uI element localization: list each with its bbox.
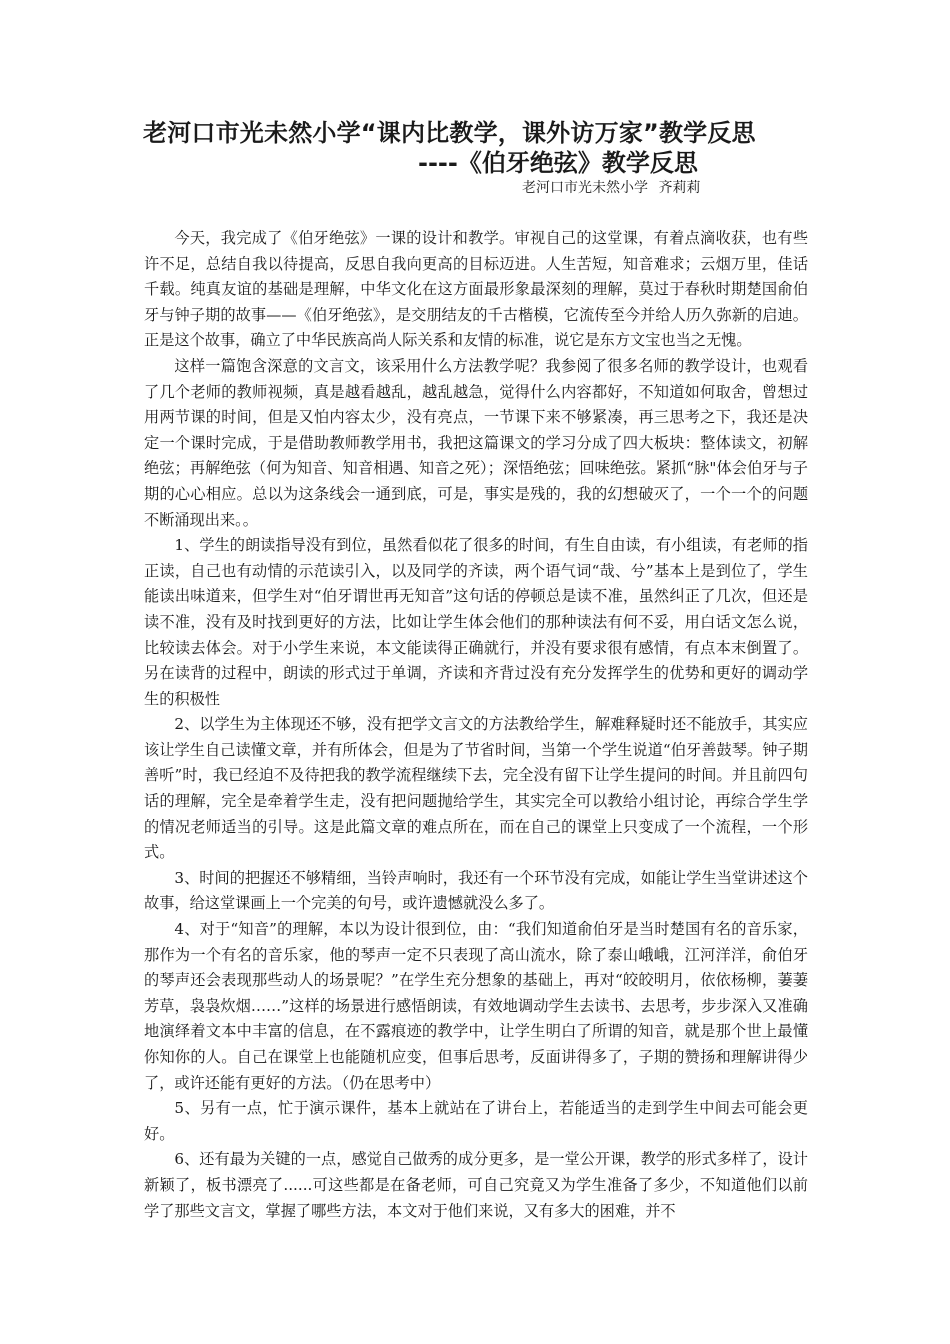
paragraph-method: 这样一篇饱含深意的文言文，该采用什么方法教学呢？我参阅了很多名师的教学设计，也观看了几个老师的教师视频，真是越看越乱，越乱越急，觉得什么内容都好，不知道如何取舍，曾想过用两节课的时间，但是又怕内容太少，没有亮点，一节课下来不够紧凑，再三思考之下，我还是决定一个课时完成，于是借助教师教学用书，我把这篇课文的学习分成了四大板块：整体读文，初解绝弦；再解绝弦（何为知音、知音相遇、知音之死）；深悟绝弦；回味绝弦。紧抓“脉"体会伯牙与子期的心心相应。总以为这条线会一通到底，可是，事实是残的，我的幻想破灭了，一个一个的问题不断涌现出来。。: [144, 356, 808, 529]
paragraph-point-4: 4、对于“知音”的理解，本以为设计很到位，由：“我们知道俞伯牙是当时楚国有名的音乐家，那作为一个有名的音乐家，他的琴声一定不只表现了高山流水，除了泰山峨峨，江河洋洋，俞伯牙的琴声还会表现那些动人的场景呢？”在学生充分想象的基础上，再对“皎皎明月，依依杨柳，萋萋芳草，袅袅炊烟……”这样的场景进行感悟朗读，有效地调动学生去读书、去思考，步步深入又准确地演绎着文本中丰富的信息，在不露痕迹的教学中，让学生明白了所谓的知音，就是那个世上最懂你知你的人。自己在课堂上也能随机应变，但事后思考，反面讲得多了，子期的赞扬和理解讲得少了，或许还能有更好的方法。（仍在思考中）: [144, 920, 808, 1092]
document-subtitle: ----《伯牙绝弦》教学反思: [418, 149, 698, 177]
paragraph-point-3: 3、时间的把握还不够精细，当铃声响时，我还有一个环节没有完成，如能让学生当堂讲述这个故事，给这堂课画上一个完美的句号，或许遗憾就没么多了。: [144, 868, 808, 913]
paragraph-point-2: 2、以学生为主体现还不够，没有把学文言文的方法教给学生，解难释疑时还不能放手，其实应该让学生自己读懂文章，并有所体会，但是为了节省时间，当第一个学生说道“伯牙善鼓琴。钟子期善听”时，我已经迫不及待把我的教学流程继续下去，完全没有留下让学生提问的时间。并且前四句话的理解，完全是牵着学生走，没有把问题抛给学生，其实完全可以教给小组讨论，再综合学生学的情况老师适当的引导。这是此篇文章的难点所在，而在自己的课堂上只变成了一个流程，一个形式。: [144, 715, 808, 862]
paragraph-point-5: 5、另有一点，忙于演示课件，基本上就站在了讲台上，若能适当的走到学生中间去可能会更好。: [144, 1099, 808, 1143]
paragraph-point-6: 6、还有最为关键的一点，感觉自己做秀的成分更多，是一堂公开课，教学的形式多样了，设计新颖了，板书漂亮了......可这些都是在备老师，可自己究竟又为学生准备了多少，不知道他们以前学了那些文言文，掌握了哪些方法，本文对于他们来说，又有多大的困难，并不: [144, 1150, 808, 1220]
document-body: [144, 226, 808, 1224]
author-line: 老河口市光未然小学 齐莉莉: [522, 180, 701, 196]
paragraph-intro: 今天，我完成了《伯牙绝弦》一课的设计和教学。审视自己的这堂课，有着点滴收获，也有些许不足，总结自我以待提高，反思自我向更高的目标迈进。人生苦短，知音难求；云烟万里，佳话千载。纯真友谊的基础是理解，中华文化在这方面最形象最深刻的理解，莫过于春秋时期楚国俞伯牙与钟子期的故事——《伯牙绝弦》，是交朋结友的千古楷模，它流传至今并给人历久弥新的启迪。正是这个故事，确立了中华民族高尚人际关系和友情的标准，说它是东方文宝也当之无愧。: [144, 229, 808, 350]
paragraph-point-1: 1、学生的朗读指导没有到位，虽然看似花了很多的时间，有生自由读，有小组读，有老师的指正读，自己也有动情的示范读引入，以及同学的齐读，两个语气词“哉、兮”基本上是到位了，学生能读出味道来，但学生对“伯牙谓世再无知音”这句话的停顿总是读不准，虽然纠正了几次，但还是读不准，没有及时找到更好的方法，比如让学生体会他们的那种读法有何不妥，用白话文怎么说，比较读去体会。对于小学生来说，本文能读得正确就行，并没有要求很有感情，有点本末倒置了。另在读背的过程中，朗读的形式过于单调，齐读和齐背过没有充分发挥学生的优势和更好的调动学生的积极性: [144, 536, 808, 708]
document-title: 老河口市光未然小学“课内比教学，课外访万家”教学反思: [143, 119, 756, 147]
